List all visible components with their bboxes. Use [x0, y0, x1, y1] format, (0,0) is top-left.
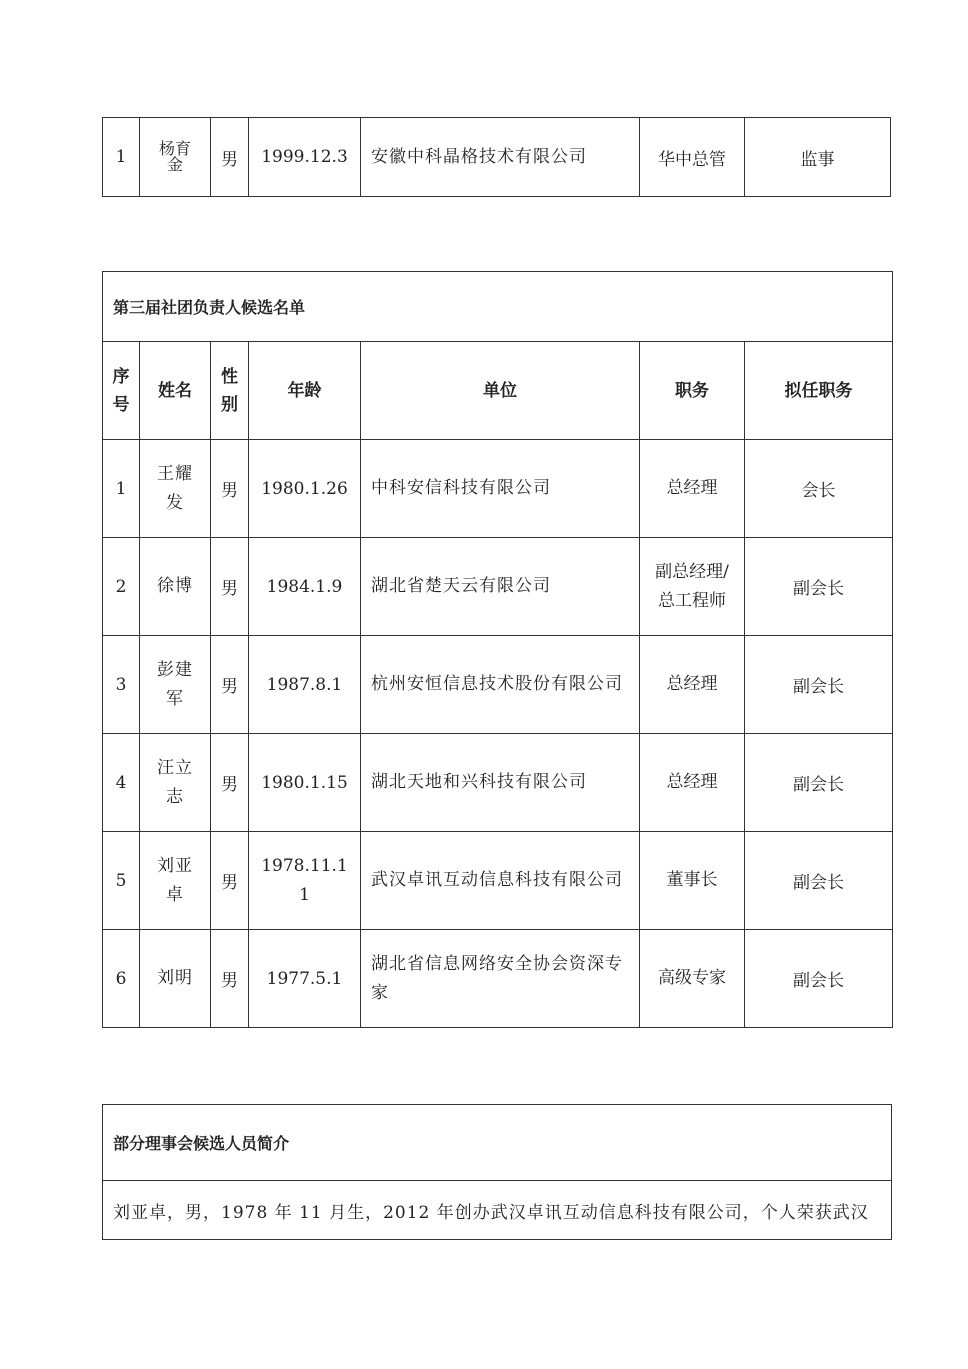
cell-role: 副会长	[745, 930, 893, 1028]
cell-birth: 1977.5.1	[249, 930, 361, 1028]
header-name: 姓名	[140, 342, 211, 440]
cell-gender: 男	[211, 832, 249, 930]
cell-gender: 男	[211, 734, 249, 832]
cell-no: 1	[103, 118, 140, 197]
table-row	[103, 930, 893, 1028]
cell-position: 总经理	[640, 440, 745, 538]
header-no: 序号	[103, 342, 140, 440]
cell-gender: 男	[211, 636, 249, 734]
cell-position: 华中总管	[640, 118, 745, 197]
cell-position: 总经理	[640, 636, 745, 734]
header-position: 职务	[640, 342, 745, 440]
cell-gender: 男	[211, 930, 249, 1028]
cell-name: 刘亚卓	[140, 832, 211, 930]
cell-unit: 安徽中科晶格技术有限公司	[361, 118, 640, 197]
cell-no: 5	[103, 832, 140, 930]
intro-text: 刘亚卓，男，1978 年 11 月生，2012 年创办武汉卓讯互动信息科技有限公司，个人荣获武汉	[103, 1181, 892, 1240]
cell-no: 6	[103, 930, 140, 1028]
table-row	[103, 538, 893, 636]
cell-role: 监事	[745, 118, 891, 197]
cell-gender: 男	[211, 118, 249, 197]
header-age: 年龄	[249, 342, 361, 440]
cell-birth: 1978.11.11	[249, 832, 361, 930]
cell-unit: 湖北天地和兴科技有限公司	[361, 734, 640, 832]
cell-unit: 湖北省楚天云有限公司	[361, 538, 640, 636]
header-role: 拟任职务	[745, 342, 893, 440]
header-unit: 单位	[361, 342, 640, 440]
cell-birth: 1984.1.9	[249, 538, 361, 636]
cell-unit: 武汉卓讯互动信息科技有限公司	[361, 832, 640, 930]
cell-role: 会长	[745, 440, 893, 538]
cell-position: 总经理	[640, 734, 745, 832]
cell-role: 副会长	[745, 636, 893, 734]
cell-unit: 湖北省信息网络安全协会资深专家	[361, 930, 640, 1028]
cell-gender: 男	[211, 440, 249, 538]
cell-gender: 男	[211, 538, 249, 636]
cell-position: 高级专家	[640, 930, 745, 1028]
cell-birth: 1980.1.26	[249, 440, 361, 538]
cell-unit: 杭州安恒信息技术股份有限公司	[361, 636, 640, 734]
header-row	[103, 342, 893, 440]
cell-position: 董事长	[640, 832, 745, 930]
intro-table	[102, 1104, 892, 1240]
cell-no: 3	[103, 636, 140, 734]
cell-name: 杨育金	[140, 118, 211, 197]
cell-name: 彭建军	[140, 636, 211, 734]
cell-no: 1	[103, 440, 140, 538]
cell-role: 副会长	[745, 538, 893, 636]
cell-no: 4	[103, 734, 140, 832]
cell-name: 汪立志	[140, 734, 211, 832]
table-row	[103, 118, 891, 197]
cell-name: 徐博	[140, 538, 211, 636]
cell-no: 2	[103, 538, 140, 636]
cell-birth: 1987.8.1	[249, 636, 361, 734]
table-title: 第三届社团负责人候选名单	[103, 272, 893, 342]
table-row	[103, 636, 893, 734]
candidate-table	[102, 271, 893, 1028]
cell-role: 副会长	[745, 734, 893, 832]
cell-position: 副总经理/总工程师	[640, 538, 745, 636]
cell-name: 刘明	[140, 930, 211, 1028]
previous-table	[102, 117, 891, 197]
cell-unit: 中科安信科技有限公司	[361, 440, 640, 538]
table-row	[103, 734, 893, 832]
cell-role: 副会长	[745, 832, 893, 930]
table-row	[103, 832, 893, 930]
cell-birth: 1980.1.15	[249, 734, 361, 832]
intro-title: 部分理事会候选人员简介	[103, 1105, 892, 1181]
cell-birth: 1999.12.3	[249, 118, 361, 197]
header-gender: 性别	[211, 342, 249, 440]
table-row	[103, 440, 893, 538]
cell-name: 王耀发	[140, 440, 211, 538]
